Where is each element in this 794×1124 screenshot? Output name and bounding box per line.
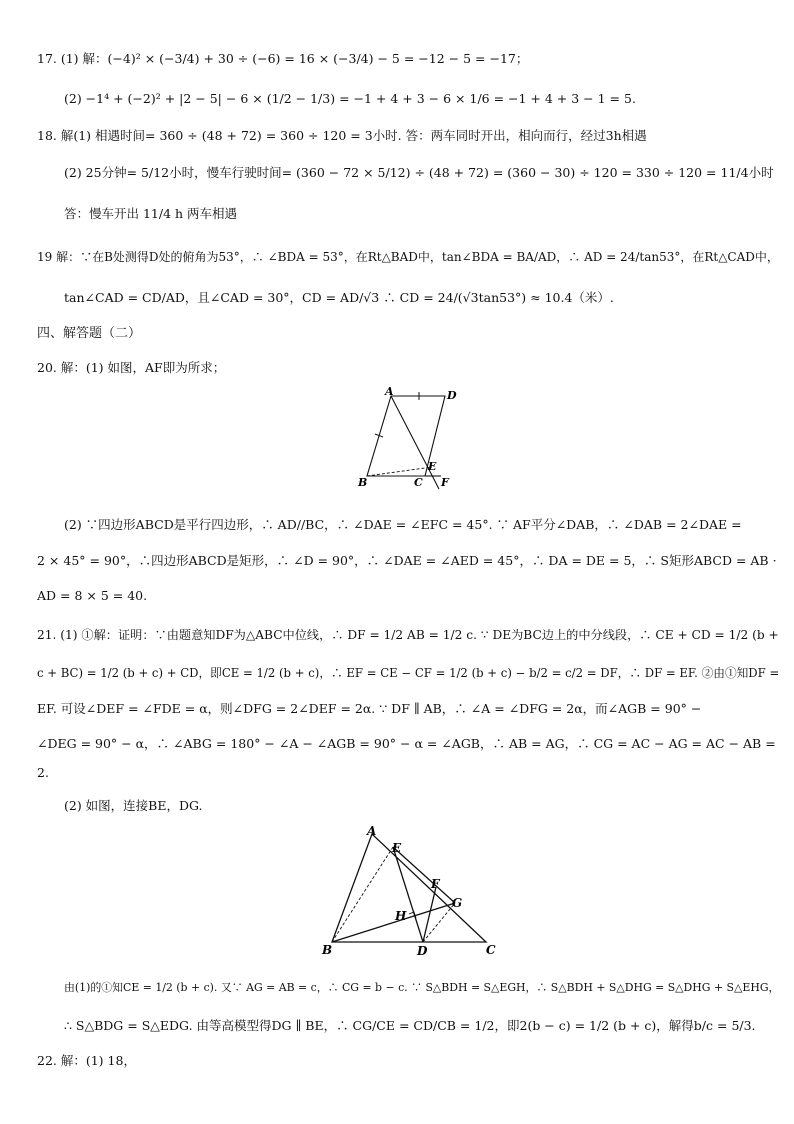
figure2-label-g: G xyxy=(452,896,463,910)
problem-18-part-1: 18. 解(1) 相遇时间= 360 ÷ (48 + 72) = 360 ÷ 120 = 3小时. 答：两车同时开出，相向而行，经过3h相遇 xyxy=(37,128,647,143)
problem-21-part-2-line-1: 由(1)的①知CE = 1/2 (b + c). 又∵ AG = AB = c，∴ CG = b − c. ∵ S△BDH = S△EGH，∴ S△BDH + S△DHG = S△DHG + S△EHG， xyxy=(64,981,780,994)
figure1-label-e: E xyxy=(428,460,437,473)
problem-21-line-4: ∠DEG = 90° − α，∴ ∠ABG = 180° − ∠A − ∠AGB = 90° − α = ∠AGB，∴ AB = AG，∴ CG = AC − AG = AC − AB = xyxy=(37,736,776,751)
triangle-figure xyxy=(318,822,502,958)
figure2-label-f: F xyxy=(431,877,440,891)
figure2-label-d: D xyxy=(417,944,428,958)
figure1-label-f: F xyxy=(441,476,449,489)
problem-22-line-1: 22. 解：(1) 18， xyxy=(37,1053,136,1068)
problem-19-line-2: tan∠CAD = CD/AD，且∠CAD = 30°，CD = AD/√3 ∴ CD = 24/(√3tan53°) ≈ 10.4（米）. xyxy=(64,290,614,305)
problem-21-line-1: 21. (1) ①解：证明：∵由题意知DF为△ABC中位线，∴ DF = 1/2 AB = 1/2 c. ∵ DE为BC边上的中分线段，∴ CE + CD = 1/2 (b + xyxy=(37,628,779,642)
problem-17-part-2: (2) −1⁴ + (−2)² + |2 − 5| − 6 × (1/2 − 1/3) = −1 + 4 + 3 − 6 × 1/6 = −1 + 4 + 3 − 1 = 5. xyxy=(64,91,636,106)
problem-20-part-2-line-1: (2) ∵四边形ABCD是平行四边形，∴ AD//BC，∴ ∠DAE = ∠EFC = 45°. ∵ AF平分∠DAB，∴ ∠DAB = 2∠DAE = xyxy=(64,517,742,532)
problem-21-line-2: c + BC) = 1/2 (b + c) + CD，即CE = 1/2 (b + c)，∴ EF = CE − CF = 1/2 (b + c) − b/2 = c/2 = DF，∴ DF = EF. ②由①知DF = xyxy=(37,666,780,680)
figure2-label-a: A xyxy=(367,824,377,838)
problem-21-part-2-line-2: ∴ S△BDG = S△EDG. 由等高模型得DG ∥ BE，∴ CG/CE = CD/CB = 1/2，即2(b − c) = 1/2 (b + c)，解得b/c = 5/3. xyxy=(64,1018,756,1033)
figure2-label-b: B xyxy=(322,943,333,957)
problem-20-part-2-line-3: AD = 8 × 5 = 40. xyxy=(37,588,148,603)
problem-18-answer: 答：慢车开出 11/4 h 两车相遇 xyxy=(64,206,238,221)
problem-21-part-2: (2) 如图，连接BE，DG. xyxy=(64,798,203,813)
parallelogram-figure xyxy=(355,385,465,495)
problem-18-part-2: (2) 25分钟= 5/12小时，慢车行驶时间= (360 − 72 × 5/12) ÷ (48 + 72) = (360 − 30) ÷ 120 = 330 ÷ 120 = 11/4小时 xyxy=(64,165,774,180)
figure1-label-a: A xyxy=(385,385,394,398)
problem-21-line-5: 2. xyxy=(37,765,49,780)
figure1-label-c: C xyxy=(414,476,423,489)
figure1-label-b: B xyxy=(358,476,368,489)
problem-20-part-2-line-2: 2 × 45° = 90°，∴四边形ABCD是矩形，∴ ∠D = 90°，∴ ∠DAE = ∠AED = 45°，∴ DA = DE = 5，∴ S矩形ABCD = AB · xyxy=(37,553,777,568)
figure1-label-d: D xyxy=(447,389,457,402)
figure2-label-c: C xyxy=(486,943,496,957)
problem-20-part-1: 20. 解：(1) 如图，AF即为所求； xyxy=(37,360,226,375)
figure2-label-h: H xyxy=(395,909,407,923)
problem-19-line-1: 19 解：∵在B处测得D处的俯角为53°，∴ ∠BDA = 53°，在Rt△BAD中，tan∠BDA = BA/AD，∴ AD = 24/tan53°，在Rt△CAD中， xyxy=(37,250,779,264)
problem-21-line-3: EF. 可设∠DEF = ∠FDE = α，则∠DFG = 2∠DEF = 2α. ∵ DF ∥ AB，∴ ∠A = ∠DFG = 2α，而∠AGB = 90° − xyxy=(37,701,702,716)
section-heading: 四、解答题（二） xyxy=(37,326,142,341)
problem-17-part-1: 17. (1) 解：(−4)² × (−3/4) + 30 ÷ (−6) = 16 × (−3/4) − 5 = −12 − 5 = −17； xyxy=(37,51,529,66)
figure2-label-e: E xyxy=(392,841,402,855)
